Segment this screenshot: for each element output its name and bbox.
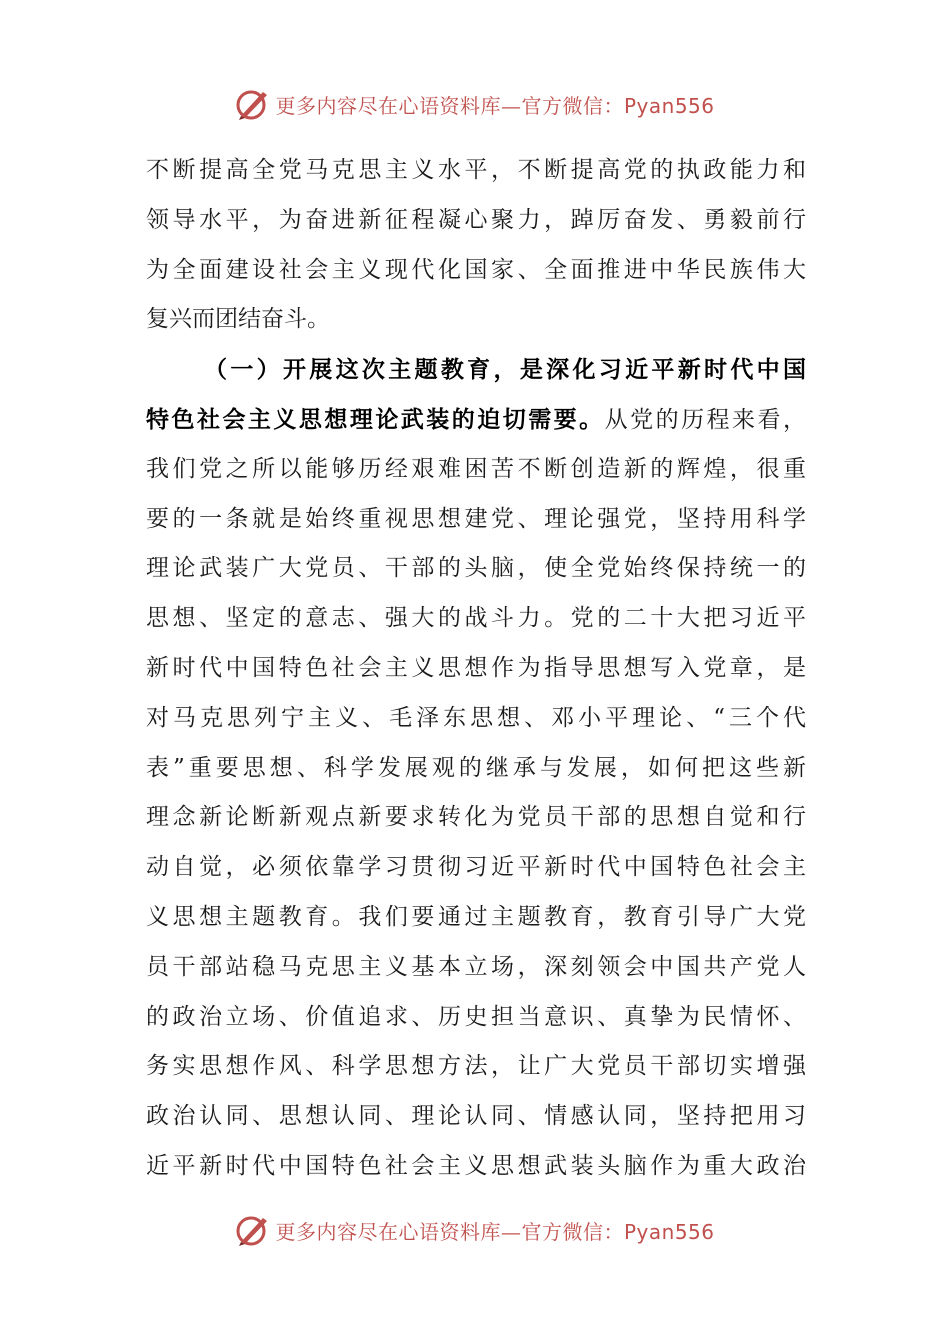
text-line xyxy=(146,1142,806,1192)
text-line xyxy=(146,196,806,246)
text-line xyxy=(146,246,806,296)
header-watermark xyxy=(0,84,950,124)
text-segment: 要的一条就是始终重视思想建党、理论强党，坚持用科学 xyxy=(146,505,806,532)
text-line xyxy=(146,146,806,196)
text-line xyxy=(146,395,806,445)
text-line xyxy=(146,644,806,694)
text-line xyxy=(146,694,806,744)
text-line xyxy=(146,544,806,594)
text-segment: 动自觉，必须依靠学习贯彻习近平新时代中国特色社会主 xyxy=(146,854,806,881)
pen-logo-icon xyxy=(235,1212,271,1248)
wechat-id: Pyan556 xyxy=(623,1219,715,1244)
text-segment: 思想、坚定的意志、强大的战斗力。党的二十大把习近平 xyxy=(146,605,806,632)
text-line xyxy=(146,345,806,395)
text-segment: 领导水平，为奋进新征程凝心聚力，踔厉奋发、勇毅前行 xyxy=(146,206,806,233)
text-segment: 理论武装广大党员、干部的头脑，使全党始终保持统一的 xyxy=(146,555,806,582)
text-segment: 不断提高全党马克思主义水平，不断提高党的执政能力和 xyxy=(146,157,806,183)
text-segment: 为全面建设社会主义现代化国家、全面推进中华民族伟大 xyxy=(146,256,806,283)
text-segment: 复兴而团结奋斗。 xyxy=(146,306,330,333)
text-line xyxy=(146,295,806,345)
watermark-text: 更多内容尽在心语资料库—官方微信：Pyan556 xyxy=(275,1219,715,1244)
text-line xyxy=(146,594,806,644)
text-segment: 的政治立场、价值追求、历史担当意识、真挚为民情怀、 xyxy=(146,1003,806,1030)
wechat-id: Pyan556 xyxy=(623,93,715,118)
pen-logo-icon xyxy=(235,86,271,122)
text-line xyxy=(146,793,806,843)
text-line xyxy=(146,495,806,545)
footer-watermark xyxy=(0,1210,950,1250)
text-line xyxy=(146,1092,806,1142)
text-line xyxy=(146,843,806,893)
text-line xyxy=(146,445,806,495)
text-line xyxy=(146,744,806,794)
text-segment: 政治认同、思想认同、理论认同、情感认同，坚持把用习 xyxy=(146,1103,806,1130)
text-segment: 我们党之所以能够历经艰难困苦不断创造新的辉煌，很重 xyxy=(146,455,806,482)
text-segment: 理念新论断新观点新要求转化为党员干部的思想自觉和行 xyxy=(146,804,806,831)
text-line xyxy=(146,943,806,993)
text-line xyxy=(146,993,806,1043)
text-line xyxy=(146,1042,806,1092)
text-segment: 员干部站稳马克思主义基本立场，深刻领会中国共产党人 xyxy=(146,953,806,980)
watermark-text: 更多内容尽在心语资料库—官方微信：Pyan556 xyxy=(275,93,715,118)
text-segment: 表”重要思想、科学发展观的继承与发展，如何把这些新 xyxy=(146,754,806,781)
text-segment: 新时代中国特色社会主义思想作为指导思想写入党章，是 xyxy=(146,654,806,681)
document-body xyxy=(146,146,806,1192)
bold-segment: （一）开展这次主题教育，是深化习近平新时代中国 xyxy=(204,356,806,384)
text-segment: 义思想主题教育。我们要通过主题教育，教育引导广大党 xyxy=(146,903,806,930)
text-line xyxy=(146,893,806,943)
bold-segment: 特色社会主义思想理论武装的迫切需要。 xyxy=(146,405,605,433)
text-segment: 从党的历程来看， xyxy=(604,406,807,433)
text-segment: 对马克思列宁主义、毛泽东思想、邓小平理论、“三个代 xyxy=(146,704,806,731)
text-segment: 务实思想作风、科学思想方法，让广大党员干部切实增强 xyxy=(146,1053,806,1080)
text-segment: 近平新时代中国特色社会主义思想武装头脑作为重大政治 xyxy=(146,1152,806,1179)
